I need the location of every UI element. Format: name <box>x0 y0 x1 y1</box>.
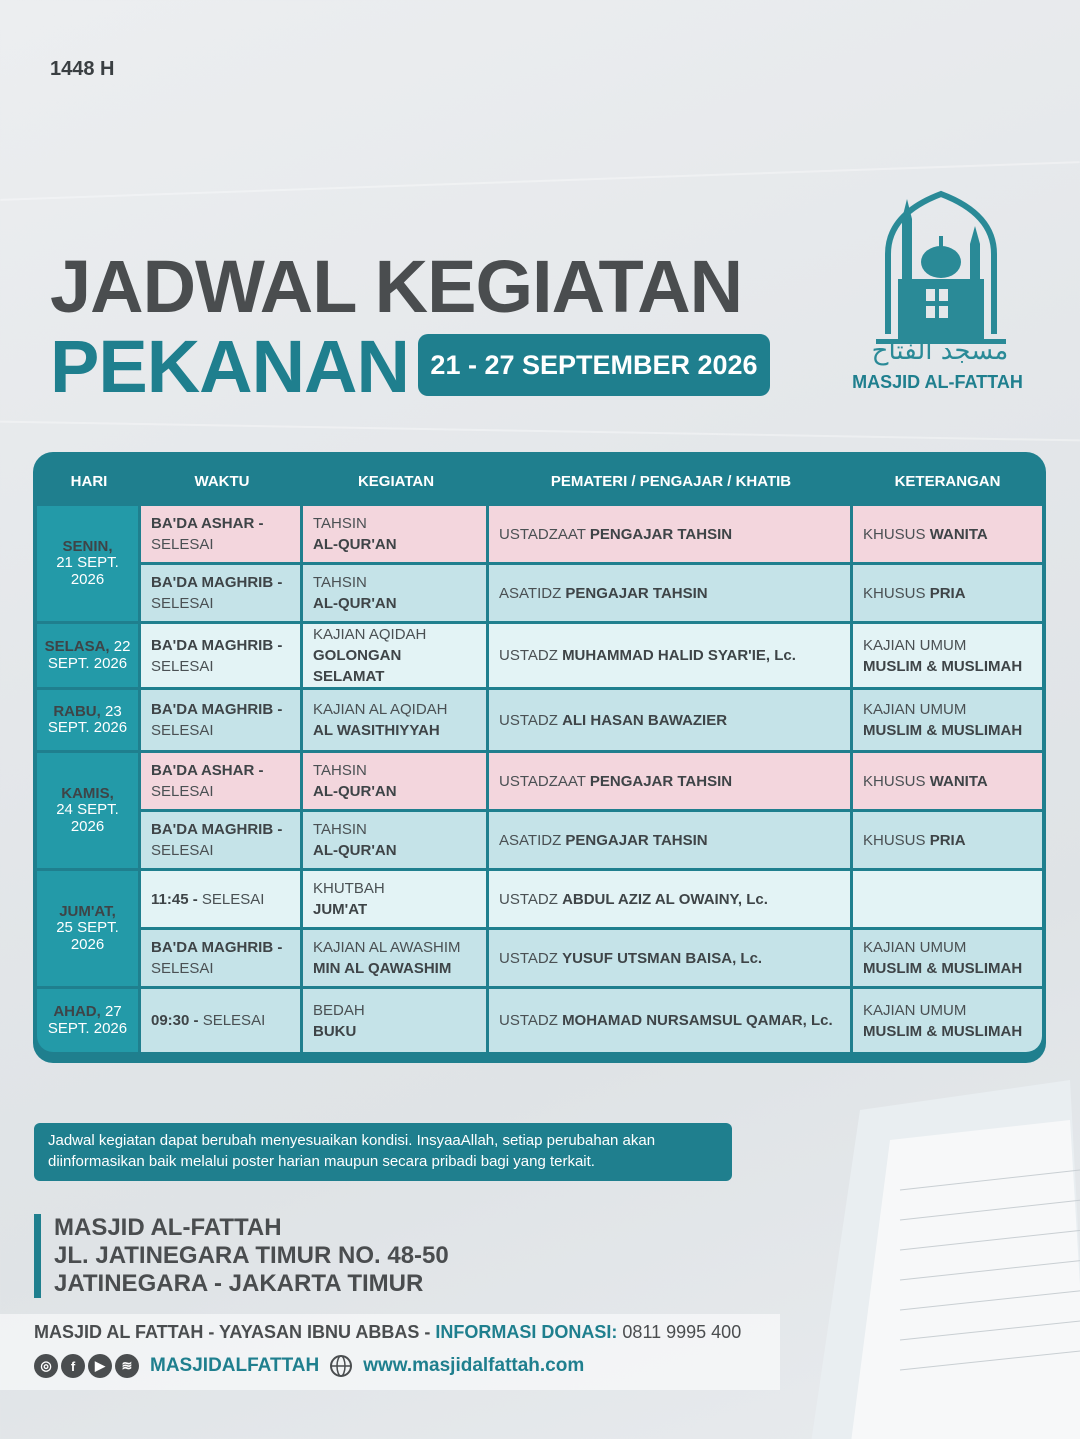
address-city: JATINEGARA - JAKARTA TIMUR <box>54 1270 424 1297</box>
speaker-cell: USTADZ YUSUF UTSMAN BAISA, Lc. <box>489 930 853 989</box>
table-row <box>37 930 1042 989</box>
footer-social <box>34 1354 584 1378</box>
note-cell: KHUSUS PRIA <box>853 565 1042 624</box>
table-row <box>37 989 1042 1052</box>
activity-cell: TAHSIN AL-QUR'AN <box>303 812 489 871</box>
day-cell: KAMIS, 24 SEPT. 2026 <box>37 753 141 871</box>
activity-cell: KAJIAN AL AQIDAH AL WASITHIYYAH <box>303 690 489 753</box>
table-row <box>37 753 1042 812</box>
speaker-cell: USTADZAAT PENGAJAR TAHSIN <box>489 753 853 812</box>
table-row <box>37 812 1042 871</box>
note-cell: KAJIAN UMUM MUSLIM & MUSLIMAH <box>853 624 1042 690</box>
table-row <box>37 690 1042 753</box>
speaker-cell: USTADZ ABDUL AZIZ AL OWAINY, Lc. <box>489 871 853 930</box>
activity-cell: BEDAH BUKU <box>303 989 489 1052</box>
table-row <box>37 871 1042 930</box>
time-cell: BA'DA MAGHRIB - SELESAI <box>141 930 303 989</box>
note-cell <box>853 871 1042 930</box>
activity-cell: KHUTBAH JUM'AT <box>303 871 489 930</box>
speaker-cell: USTADZ ALI HASAN BAWAZIER <box>489 690 853 753</box>
time-cell: BA'DA MAGHRIB - SELESAI <box>141 812 303 871</box>
header-keterangan: KETERANGAN <box>894 472 1001 490</box>
donation-label: INFORMASI DONASI: <box>435 1322 618 1342</box>
address-name: MASJID AL-FATTAH <box>54 1214 282 1241</box>
day-cell: RABU, 23 SEPT. 2026 <box>37 690 141 753</box>
time-cell: BA'DA MAGHRIB - SELESAI <box>141 690 303 753</box>
page-title-line2: PEKANAN <box>50 325 409 408</box>
activity-cell: TAHSIN AL-QUR'AN <box>303 753 489 812</box>
time-cell: BA'DA ASHAR - SELESAI <box>141 506 303 565</box>
table-row <box>37 624 1042 690</box>
globe-icon <box>329 1354 353 1378</box>
spotify-icon[interactable]: ≋ <box>115 1354 139 1378</box>
day-cell: AHAD, 27 SEPT. 2026 <box>37 989 141 1052</box>
note-cell: KAJIAN UMUM MUSLIM & MUSLIMAH <box>853 930 1042 989</box>
logo-name: MASJID AL-FATTAH <box>852 372 1023 392</box>
logo-arabic-text: مسجد الفتاح <box>871 336 1009 366</box>
day-cell: SELASA, 22 SEPT. 2026 <box>37 624 141 690</box>
activity-cell: TAHSIN AL-QUR'AN <box>303 506 489 565</box>
instagram-icon[interactable]: ◎ <box>34 1354 58 1378</box>
schedule-table <box>33 452 1046 1063</box>
speaker-cell: USTADZ MOHAMAD NURSAMSUL QAMAR, Lc. <box>489 989 853 1052</box>
time-cell: BA'DA MAGHRIB - SELESAI <box>141 624 303 690</box>
note-cell: KAJIAN UMUM MUSLIM & MUSLIMAH <box>853 690 1042 753</box>
table-header-row <box>37 456 1042 506</box>
donation-phone: 0811 9995 400 <box>622 1322 742 1342</box>
time-cell: BA'DA ASHAR - SELESAI <box>141 753 303 812</box>
page-title-line1: JADWAL KEGIATAN <box>50 245 743 328</box>
social-handle[interactable]: MASJIDALFATTAH <box>150 1355 320 1376</box>
date-range-badge: 21 - 27 SEPTEMBER 2026 <box>418 334 770 396</box>
facebook-icon[interactable]: f <box>61 1354 85 1378</box>
note-cell: KHUSUS WANITA <box>853 753 1042 812</box>
activity-cell: KAJIAN AL AWASHIM MIN AL QAWASHIM <box>303 930 489 989</box>
header-waktu: WAKTU <box>194 472 250 490</box>
website-link[interactable]: www.masjidalfattah.com <box>363 1355 585 1376</box>
book-decoration-icon <box>770 1080 1080 1439</box>
day-cell: JUM'AT, 25 SEPT. 2026 <box>37 871 141 989</box>
note-cell: KAJIAN UMUM MUSLIM & MUSLIMAH <box>853 989 1042 1052</box>
paper-crease <box>0 421 1080 442</box>
note-cell: KHUSUS WANITA <box>853 506 1042 565</box>
header-hari: HARI <box>70 472 108 490</box>
time-cell: BA'DA MAGHRIB - SELESAI <box>141 565 303 624</box>
header-pemateri: PEMATERI / PENGAJAR / KHATIB <box>550 472 792 490</box>
speaker-cell: USTADZAAT PENGAJAR TAHSIN <box>489 506 853 565</box>
day-cell: SENIN, 21 SEPT. 2026 <box>37 506 141 624</box>
table-row <box>37 506 1042 565</box>
hijri-year: 1448 H <box>50 58 115 80</box>
footer-org: MASJID AL FATTAH - YAYASAN IBNU ABBAS - <box>34 1322 431 1342</box>
activity-cell: KAJIAN AQIDAH GOLONGAN SELAMAT <box>303 624 489 690</box>
schedule-notice: Jadwal kegiatan dapat berubah menyesuaikan kondisi. InsyaaAllah, setiap perubahan akan diinformasikan baik melalui poster harian maupun secara pribadi bagi yang terkait. <box>34 1123 732 1181</box>
note-cell: KHUSUS PRIA <box>853 812 1042 871</box>
speaker-cell: ASATIDZ PENGAJAR TAHSIN <box>489 565 853 624</box>
time-cell: 09:30 - SELESAI <box>141 989 303 1052</box>
address-block <box>34 1214 449 1298</box>
mosque-logo-icon <box>846 184 1036 399</box>
table-row <box>37 565 1042 624</box>
header-kegiatan: KEGIATAN <box>357 472 435 490</box>
speaker-cell: ASATIDZ PENGAJAR TAHSIN <box>489 812 853 871</box>
activity-cell: TAHSIN AL-QUR'AN <box>303 565 489 624</box>
address-street: JL. JATINEGARA TIMUR NO. 48-50 <box>54 1242 449 1269</box>
speaker-cell: USTADZ MUHAMMAD HALID SYAR'IE, Lc. <box>489 624 853 690</box>
youtube-icon[interactable]: ▶ <box>88 1354 112 1378</box>
footer-info <box>34 1322 741 1343</box>
time-cell: 11:45 - SELESAI <box>141 871 303 930</box>
